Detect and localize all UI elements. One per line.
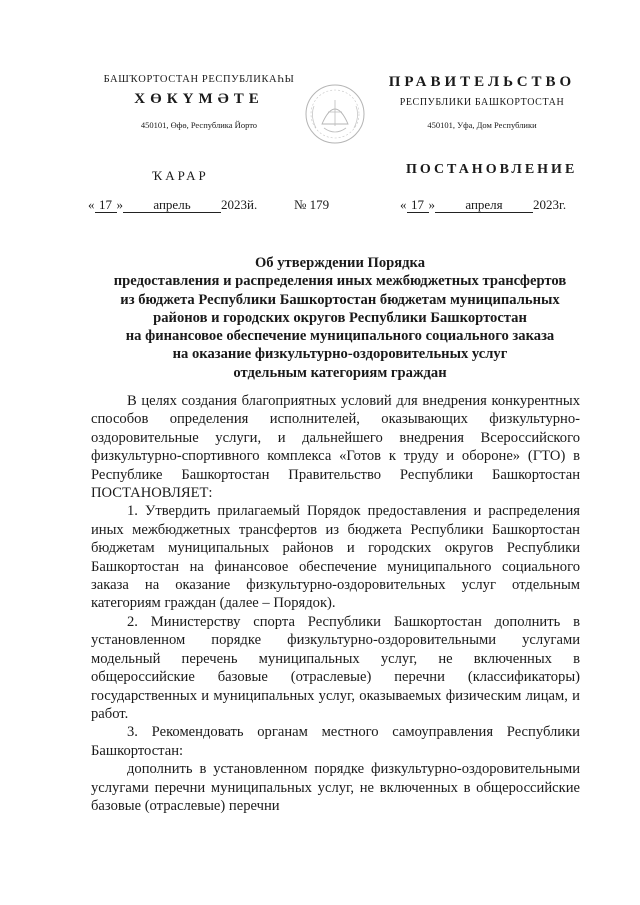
header-right-government: ПРАВИТЕЛЬСТВО bbox=[388, 74, 576, 90]
title-line: Об утверждении Порядка bbox=[254, 255, 426, 271]
header-right bbox=[384, 74, 580, 130]
preamble-paragraph: В целях создания благоприятных условий для внедрения конкурентных способов определения исполнителей, оказывающих физкультурно-оздоровительные услуги, и дальнейшего внедрения Всероссийского физкультурно-спортивного комплекса «Готов к труду и обороне» (ГТО) в Республике Башкортостан Правительство Республики Башкортостан ПОСТАНОВЛЯЕТ: bbox=[91, 393, 580, 502]
coat-of-arms-icon bbox=[300, 76, 370, 156]
date-left-year-suffix: 23й. bbox=[234, 197, 258, 212]
date-right-year-suffix: 23г. bbox=[546, 197, 567, 212]
clause-3-paragraph: 3. Рекомендовать органам местного самоуправления Республики Башкортостан: bbox=[91, 724, 580, 759]
date-right-year-prefix: 20 bbox=[533, 197, 546, 212]
clause-2-paragraph: 2. Министерству спорта Республики Башкортостан дополнить в установленном порядке физкультурно-оздоровительными услугами модельный перечень муниципальных услуг, не включенных в общероссийские базовые (отраслевые) перечни (классификаторы) государственных и муниципальных услуг, оказываемых физическим лицам, и работ. bbox=[91, 613, 580, 722]
header-left bbox=[84, 74, 314, 130]
title-line: из бюджета Республики Башкортостан бюджетам муниципальных bbox=[120, 291, 560, 308]
title-line: отдельным категориям граждан bbox=[233, 364, 447, 381]
title-line: на оказание физкультурно-оздоровительных услуг bbox=[172, 346, 508, 363]
title-line: районов и городских округов Республики Башкортостан bbox=[153, 309, 527, 326]
header-left-address: 450101, Өфө, Республика Йорто bbox=[140, 120, 258, 130]
header-right-republic: РЕСПУБЛИКИ БАШКОРТОСТАН bbox=[399, 97, 565, 108]
title-line: предоставления и распределения иных межбюджетных трансфертов bbox=[113, 273, 567, 290]
document-title bbox=[70, 254, 610, 382]
doc-kind-right: ПОСТАНОВЛЕНИЕ bbox=[406, 162, 578, 177]
date-right: « 17 » апреля 2023г. bbox=[400, 197, 567, 212]
date-left-month: апрель bbox=[123, 198, 221, 213]
date-left-day: 17 bbox=[95, 198, 117, 213]
date-right-month: апреля bbox=[435, 198, 533, 213]
date-right-day: 17 bbox=[407, 198, 429, 213]
title-line: на финансовое обеспечение муниципального социального заказа bbox=[125, 328, 555, 345]
document-body bbox=[91, 392, 580, 815]
header-right-address: 450101, Уфа, Дом Республики bbox=[427, 120, 537, 130]
header-left-government: ХӨКҮМӘТЕ bbox=[134, 91, 264, 107]
clause-3-subparagraph: дополнить в установленном порядке физкультурно-оздоровительными услугами перечни муниципальных услуг, не включенных в общероссийские базовые (отраслевые) перечни bbox=[91, 761, 580, 814]
doc-kind-left: ҠАРАР bbox=[152, 168, 209, 183]
document-number: № 179 bbox=[294, 197, 330, 212]
date-left: « 17 » апрель 2023й. bbox=[88, 197, 258, 212]
date-left-year-prefix: 20 bbox=[221, 197, 234, 212]
header-left-republic: БАШҠОРТОСТАН РЕСПУБЛИКАҺЫ bbox=[103, 74, 295, 85]
clause-1-paragraph: 1. Утвердить прилагаемый Порядок предоставления и распределения иных межбюджетных трансфертов из бюджета Республики Башкортостан бюджетам муниципальных районов и городских округов Республики Башкортостан на финансовое обеспечение муниципального социального заказа на оказание физкультурно-оздоровительных услуг отдельным категориям граждан (далее – Порядок). bbox=[91, 503, 580, 612]
